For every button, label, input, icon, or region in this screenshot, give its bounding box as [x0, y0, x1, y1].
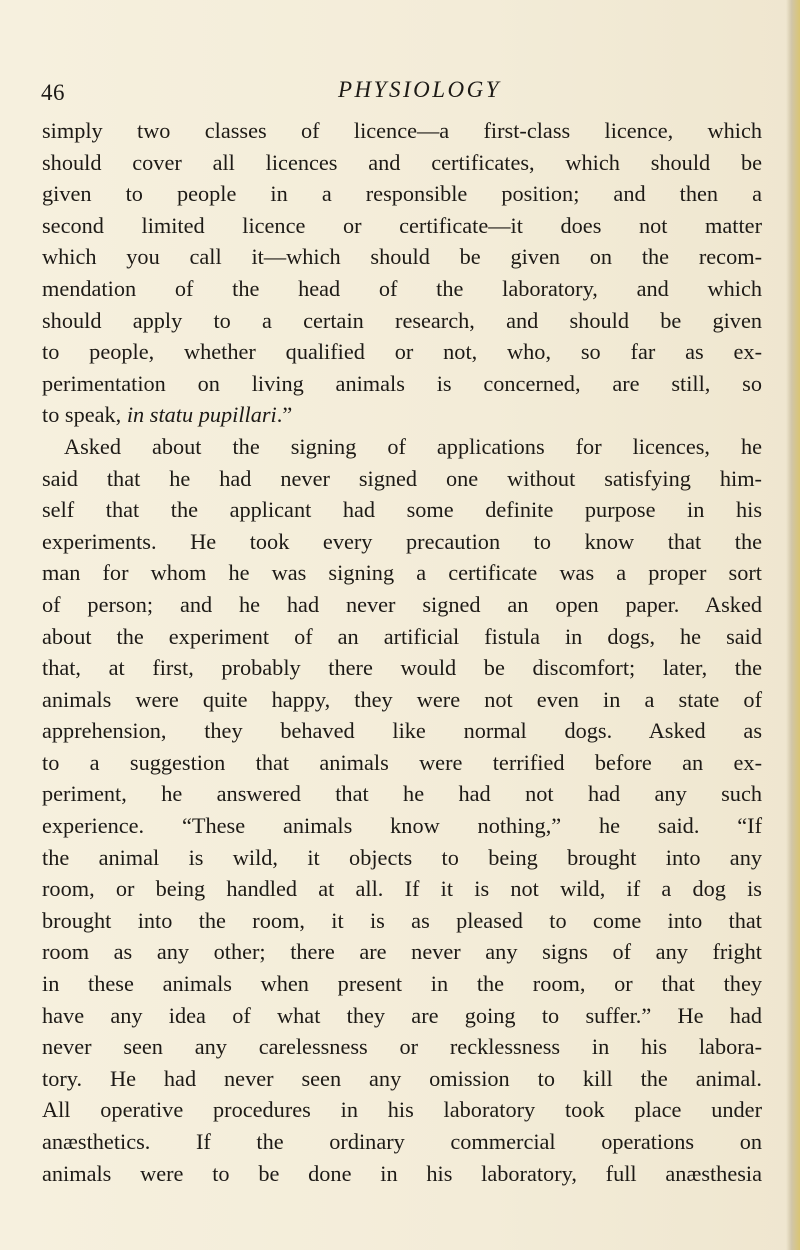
text-line: said that he had never signed one without satisfying him-	[42, 465, 762, 491]
text-line: room as any other; there are never any signs of any fright	[42, 939, 762, 965]
text-line: periment, he answered that he had not had any such	[42, 781, 762, 807]
text-line: should cover all licences and certificates, which should be	[42, 149, 762, 175]
text-line: in these animals when present in the room, or that they	[42, 971, 762, 997]
text-line: second limited licence or certificate—it does not matter	[42, 212, 762, 238]
page-header	[41, 77, 761, 110]
page-edge-binding	[786, 0, 800, 1250]
text-line: given to people in a responsible position; and then a	[42, 181, 762, 207]
body-text	[42, 115, 762, 1189]
text-line: animals were to be done in his laboratory, full anæsthesia	[42, 1160, 762, 1186]
text-segment: to speak,	[42, 402, 127, 428]
text-line: which you call it—which should be given on the recom-	[42, 244, 762, 270]
text-line: self that the applicant had some definite purpose in his	[42, 497, 762, 523]
text-line: have any idea of what they are going to suffer.” He had	[42, 1002, 762, 1028]
text-line: experience. “These animals know nothing,” he said. “If	[42, 813, 762, 839]
text-line: the animal is wild, it objects to being brought into any	[42, 844, 762, 870]
text-line	[42, 399, 762, 431]
text-line: to a suggestion that animals were terrified before an ex-	[42, 749, 762, 775]
text-line: All operative procedures in his laboratory took place under	[42, 1097, 762, 1123]
text-line: mendation of the head of the laboratory, and which	[42, 275, 762, 301]
text-line: to people, whether qualified or not, who, so far as ex-	[42, 339, 762, 365]
text-line: brought into the room, it is as pleased to come into that	[42, 907, 762, 933]
text-segment: .”	[276, 402, 293, 428]
text-line: experiments. He took every precaution to know that the	[42, 528, 762, 554]
text-line: simply two classes of licence—a first-class licence, which	[42, 118, 762, 143]
text-line: man for whom he was signing a certificate was a proper sort	[42, 560, 762, 586]
text-line: that, at first, probably there would be discomfort; later, the	[42, 655, 762, 681]
text-line: about the experiment of an artificial fistula in dogs, he said	[42, 623, 762, 649]
text-line: anæsthetics. If the ordinary commercial operations on	[42, 1129, 762, 1154]
text-line: room, or being handled at all. If it is not wild, if a dog is	[42, 876, 762, 902]
text-line: perimentation on living animals is concerned, are still, so	[42, 370, 762, 396]
italic-phrase: in statu pupillari	[126, 402, 277, 428]
text-line: tory. He had never seen any omission to kill the animal.	[42, 1065, 762, 1091]
text-line: apprehension, they behaved like normal dogs. Asked as	[42, 718, 762, 744]
page-number: 46	[41, 80, 65, 105]
text-line: Asked about the signing of applications for licences, he	[64, 433, 762, 459]
text-line: animals were quite happy, they were not even in a state of	[42, 686, 762, 712]
text-line: never seen any carelessness or recklessness in his labora-	[42, 1034, 762, 1060]
running-title: PHYSIOLOGY	[338, 77, 502, 102]
text-line: of person; and he had never signed an open paper. Asked	[42, 591, 762, 617]
text-line: should apply to a certain research, and should be given	[42, 307, 762, 333]
